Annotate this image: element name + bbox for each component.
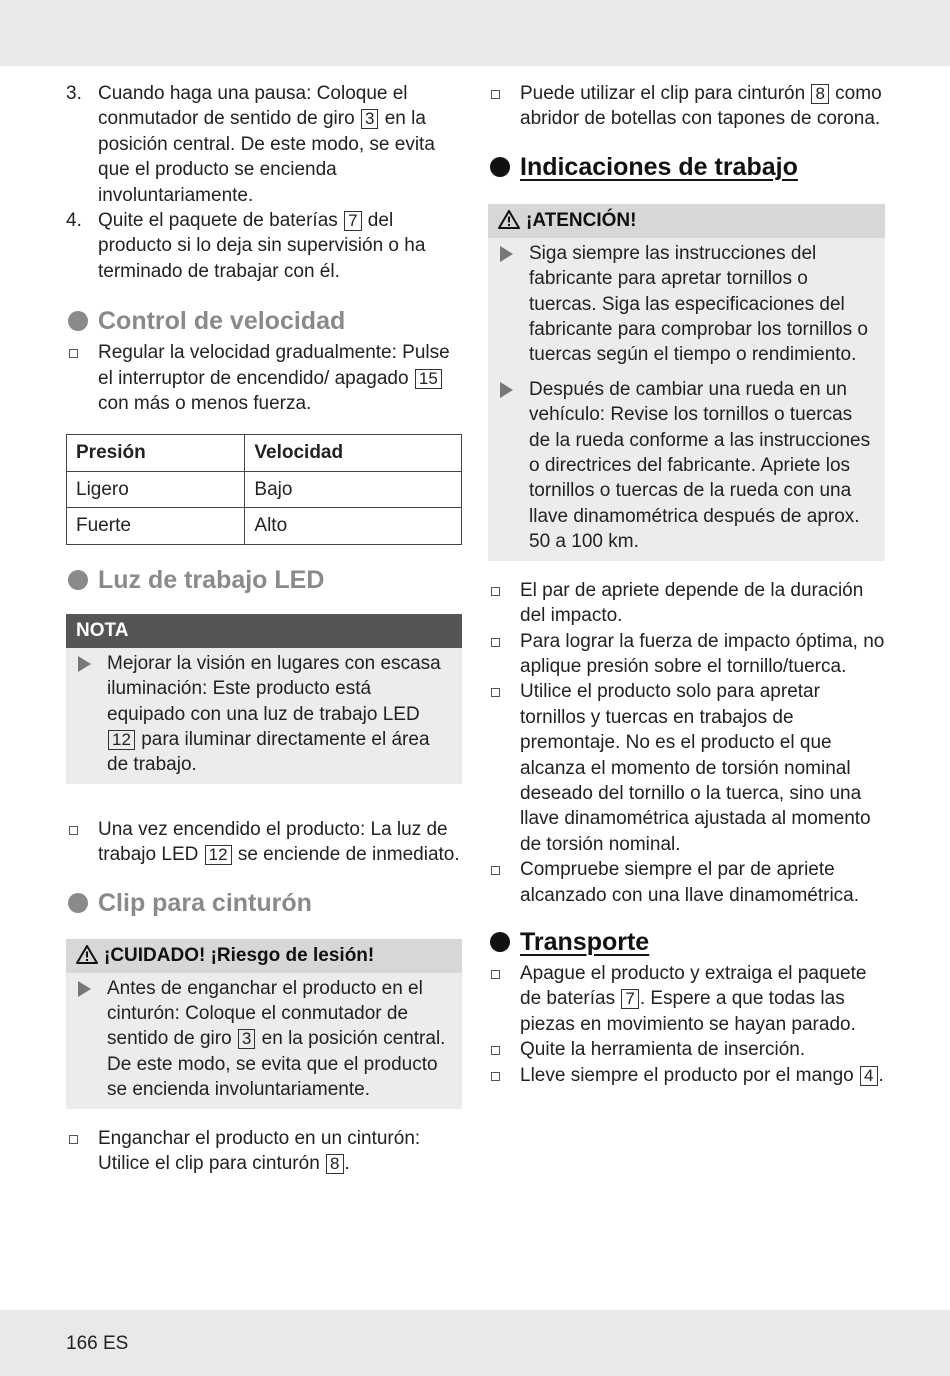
- triangle-bullet-icon: [78, 656, 91, 672]
- bullet-dot: [68, 570, 88, 590]
- list-item: [488, 81, 885, 132]
- attention-box: [488, 204, 885, 561]
- attention-item: [498, 241, 875, 368]
- list-item: [488, 961, 885, 1037]
- part-ref: 7: [344, 211, 361, 231]
- caution-item: [76, 976, 452, 1103]
- section-heading-led: [66, 565, 462, 595]
- clip-list: [66, 1126, 462, 1177]
- section-heading-work: [488, 152, 885, 182]
- speed-table: [66, 434, 462, 544]
- bullet-dot: [68, 893, 88, 913]
- item-text: Siga siempre las instrucciones del fabricante para apretar tornillos o tuercas. Siga las especificaciones del fabricante para comprobar los tornillos o tuercas según el tiempo o rendimiento.: [529, 242, 869, 366]
- attention-body: [488, 238, 885, 561]
- triangle-bullet-icon: [500, 382, 513, 398]
- section-heading-speed: [66, 306, 462, 336]
- item-text: se enciende de inmediato.: [232, 844, 460, 866]
- checkbox-bullet-icon: [491, 90, 500, 99]
- section-heading-clip: [66, 888, 462, 918]
- list-item: [488, 1037, 885, 1062]
- note-body: [66, 648, 462, 784]
- bullet-dot: [490, 932, 510, 952]
- attention-title-bar: [488, 204, 885, 238]
- table-cell: Fuerte: [67, 508, 245, 544]
- list-item: [488, 629, 885, 680]
- transport-list: [488, 961, 885, 1088]
- checkbox-bullet-icon: [491, 587, 500, 596]
- list-item: [66, 817, 462, 868]
- table-header-cell: Presión: [67, 435, 245, 471]
- step-text: del producto si lo deja sin supervisión o ha terminado de trabajar con él.: [98, 210, 426, 282]
- work-list: [488, 578, 885, 908]
- step-number: 4.: [66, 210, 82, 232]
- numbered-steps: [66, 81, 462, 284]
- heading-text: Clip para cinturón: [98, 888, 312, 917]
- item-text: El par de apriete depende de la duración del impacto.: [520, 579, 864, 627]
- caution-title-bar: [66, 939, 462, 973]
- item-text: Después de cambiar una rueda en un vehículo: Revise los tornillos o tuercas de la rueda conforme a las instrucciones o directrices del fabricante. Apriete los tornillos o tuercas de la rueda con una llave dinamométrica después de aprox. 50 a 100 km.: [529, 378, 871, 553]
- caution-title: ¡CUIDADO! ¡Riesgo de lesión!: [104, 944, 375, 966]
- triangle-bullet-icon: [78, 981, 91, 997]
- bullet-dot: [68, 311, 88, 331]
- item-text: Lleve siempre el producto por el mango: [520, 1064, 860, 1086]
- checkbox-bullet-icon: [491, 1072, 500, 1081]
- checkbox-bullet-icon: [491, 638, 500, 647]
- checkbox-bullet-icon: [69, 349, 78, 358]
- list-item: [66, 208, 462, 284]
- heading-text: Transporte: [520, 927, 650, 956]
- note-title: NOTA: [66, 614, 462, 648]
- heading-text: Indicaciones de trabajo: [520, 152, 798, 181]
- part-ref: 3: [361, 109, 378, 129]
- page-number: 166 ES: [66, 1333, 129, 1354]
- attention-item: [498, 377, 875, 555]
- bullet-dot: [490, 157, 510, 177]
- checkbox-bullet-icon: [491, 970, 500, 979]
- checkbox-bullet-icon: [69, 826, 78, 835]
- list-item: [488, 679, 885, 857]
- table-cell: Bajo: [245, 471, 462, 507]
- step-number: 3.: [66, 83, 82, 104]
- list-item: [488, 857, 885, 908]
- item-text: . Espere a que todas las piezas en movimiento se hayan parado.: [520, 988, 856, 1035]
- warning-icon: [76, 945, 98, 964]
- item-text: Una vez encendido el producto: La luz de trabajo LED: [98, 818, 448, 866]
- right-column: [488, 81, 885, 1088]
- speed-list: [66, 340, 462, 416]
- part-ref: 4: [860, 1066, 877, 1086]
- part-ref: 8: [326, 1154, 343, 1174]
- item-text: como abridor de botellas con tapones de corona.: [520, 83, 882, 130]
- part-ref: 12: [205, 845, 232, 865]
- list-item: [488, 1063, 885, 1088]
- list-item: [488, 578, 885, 629]
- list-item: [66, 340, 462, 416]
- part-ref: 8: [811, 84, 828, 104]
- list-item: [66, 1126, 462, 1177]
- item-text: Antes de enganchar el producto en el cinturón: Coloque el conmutador de sentido de giro: [107, 977, 423, 1050]
- item-text: .: [344, 1152, 350, 1174]
- part-ref: 3: [238, 1029, 255, 1049]
- table-row: [67, 471, 462, 507]
- item-text: Mejorar la visión en lugares con escasa iluminación: Este producto está equipado con una luz de trabajo LED: [107, 652, 441, 725]
- item-text: Regular la velocidad gradualmente: Pulse el interruptor de encendido/ apagado: [98, 342, 450, 389]
- item-text: Compruebe siempre el par de apriete alcanzado con una llave dinamométrica.: [520, 859, 860, 906]
- item-text: Puede utilizar el clip para cinturón: [520, 83, 811, 104]
- warning-icon: [498, 210, 520, 229]
- checkbox-bullet-icon: [491, 1046, 500, 1055]
- part-ref: 12: [108, 730, 135, 750]
- bottom-band: [0, 1310, 950, 1376]
- step-text: Quite el paquete de baterías: [98, 210, 344, 232]
- caution-box: [66, 939, 462, 1109]
- item-text: con más o menos fuerza.: [98, 393, 312, 415]
- clip-tip-list: [488, 81, 885, 132]
- note-box: [66, 614, 462, 784]
- item-text: Enganchar el producto en un cinturón: Utilice el clip para cinturón: [98, 1127, 421, 1174]
- step-text: Cuando haga una pausa: Coloque el conmutador de sentido de giro: [98, 83, 408, 130]
- caution-body: [66, 973, 462, 1109]
- attention-title: ¡ATENCIÓN!: [526, 209, 637, 231]
- item-text: Quite la herramienta de inserción.: [520, 1039, 806, 1061]
- heading-text: Control de velocidad: [98, 307, 346, 336]
- note-item: [76, 651, 452, 778]
- table-cell: Alto: [245, 508, 462, 544]
- item-text: para iluminar directamente el área de trabajo.: [107, 728, 430, 776]
- item-text: .: [878, 1064, 884, 1086]
- item-text: Para lograr la fuerza de impacto óptima, no aplique presión sobre el tornillo/tuerca.: [520, 630, 885, 677]
- step-text: en la posición central. De este modo, se evita que el producto se encienda involuntariamente.: [98, 108, 435, 206]
- item-text: Utilice el producto solo para apretar tornillos y tuercas en trabajos de premontaje. No es el producto el que alcanza el momento de torsión nominal deseado del tornillo o la tuerca, sino una llave dinamométrica ajustada al momento de torsión nominal.: [520, 681, 871, 855]
- part-ref: 15: [415, 369, 442, 389]
- triangle-bullet-icon: [500, 246, 513, 262]
- table-cell: Ligero: [67, 471, 245, 507]
- left-column: [66, 81, 462, 1176]
- section-heading-transport: [488, 927, 885, 957]
- led-list: [66, 817, 462, 868]
- table-header-row: [67, 435, 462, 471]
- table-header-cell: Velocidad: [245, 435, 462, 471]
- top-band: [0, 0, 950, 66]
- table-row: [67, 508, 462, 544]
- list-item: [66, 81, 462, 208]
- checkbox-bullet-icon: [491, 688, 500, 697]
- part-ref: 7: [621, 989, 638, 1009]
- item-text: en la posición central. De este modo, se evita que el producto se encienda involuntariamente.: [107, 1028, 446, 1101]
- checkbox-bullet-icon: [491, 866, 500, 875]
- item-text: Apague el producto y extraiga el paquete de baterías: [520, 962, 867, 1010]
- checkbox-bullet-icon: [69, 1135, 78, 1144]
- heading-text: Luz de trabajo LED: [98, 565, 325, 594]
